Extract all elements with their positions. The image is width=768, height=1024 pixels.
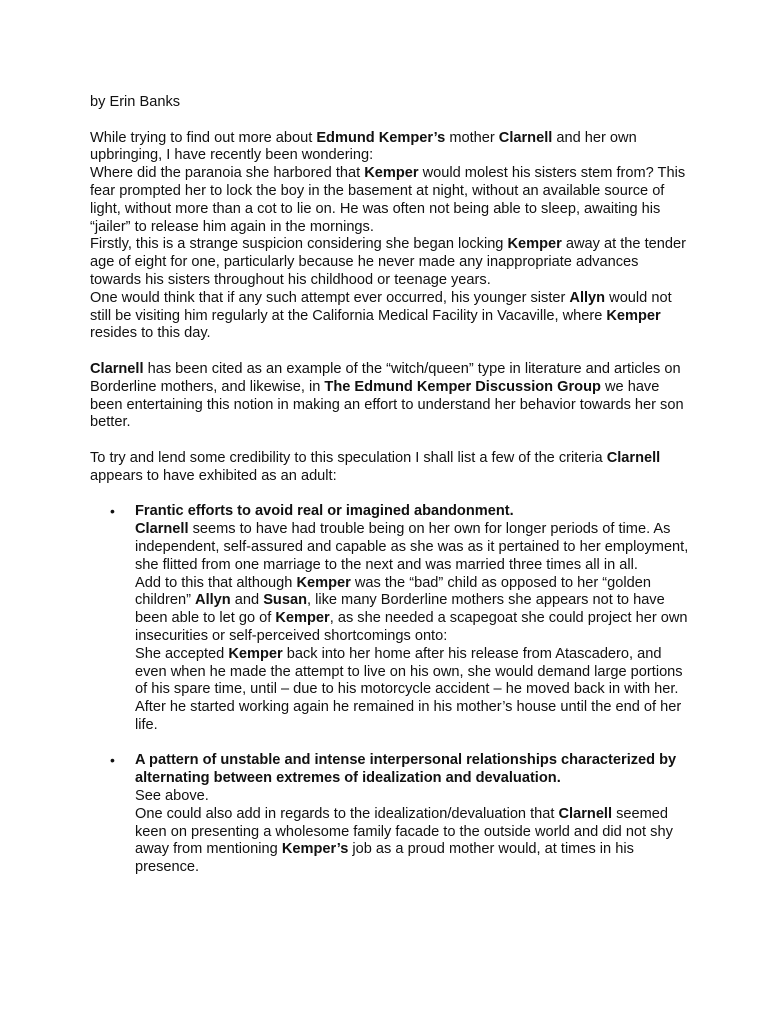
body-paragraphs xyxy=(90,130,690,504)
bold-text: Kemper xyxy=(296,574,351,591)
bold-text: Edmund Kemper’s xyxy=(316,129,446,146)
text-run: away at the tender age of eight for one, particularly because he never made any inappropriate advances towards his sisters throughout his childhood or teenage years. xyxy=(90,236,686,288)
criteria-text xyxy=(135,752,690,877)
paragraph xyxy=(90,450,690,486)
text-run: we have been entertaining this notion in making an effort to understand her behavior towards her son better. xyxy=(90,378,684,431)
criteria-item xyxy=(90,752,690,877)
bold-text: Clarnell xyxy=(558,805,613,822)
bold-text: A pattern of unstable and intense interpersonal relationships characterized by alternating between extremes of idealization and devaluation. xyxy=(135,752,677,787)
bold-text: Kemper’s xyxy=(281,841,349,858)
text-run: Firstly, this is a strange suspicion considering she began locking xyxy=(90,236,508,253)
bold-text: The Edmund Kemper Discussion Group xyxy=(324,378,601,395)
text-run: has been cited as an example of the “witch/queen” type in literature and articles on Borderline mothers, and likewise, in xyxy=(90,360,681,395)
text-run: would not still be visiting him regularly at the California Medical Facility in Vacaville, where xyxy=(90,289,672,324)
bold-text: Kemper xyxy=(606,307,661,324)
text-run: While trying to find out more about xyxy=(90,129,317,146)
criteria-item xyxy=(90,503,690,734)
bold-text: Kemper xyxy=(228,645,283,662)
text-run: was the “bad” child as opposed to her “golden children” xyxy=(135,574,651,609)
text-run: job as a proud mother would, at times in his presence. xyxy=(135,841,634,876)
text-run: , like many Borderline mothers she appears not to have been able to let go of xyxy=(135,592,665,627)
bold-text: Clarnell xyxy=(135,521,189,538)
text-run: resides to this day. xyxy=(90,325,211,342)
text-run: One could also add in regards to the idealization/devaluation that xyxy=(135,805,559,822)
bold-text: Clarnell xyxy=(90,360,144,377)
text-run: and her own upbringing, I have recently been wondering: xyxy=(90,129,637,164)
bold-text: Kemper xyxy=(275,610,330,627)
paragraph xyxy=(90,130,690,344)
bold-text: Frantic efforts to avoid real or imagined abandonment. xyxy=(135,503,514,520)
byline: by Erin Banks xyxy=(90,94,181,110)
bold-text: Allyn xyxy=(195,592,231,609)
text-run: , as she needed a scapegoat she could project her own insecurities or self-perceived shortcomings onto: xyxy=(135,610,688,644)
text-run: appears to have exhibited as an adult: xyxy=(90,467,337,484)
bullet-icon: • xyxy=(110,752,115,769)
text-run: Where did the paranoia she harbored that xyxy=(90,165,365,182)
text-run: After he started working again he remained in his mother’s house until the end of her life. xyxy=(135,699,682,733)
text-run: She accepted xyxy=(135,645,229,662)
text-run: back into her home after his release from Atascadero, and even when he made the attempt to live on his own, she would demand large portions of his spare time, until – due to his motorcycle accident – he moved back in with her. xyxy=(135,645,683,698)
bold-text: Clarnell xyxy=(498,129,553,146)
paragraph xyxy=(90,361,690,432)
criteria-list xyxy=(90,503,690,877)
bold-text: Allyn xyxy=(569,289,606,306)
bold-text: Kemper xyxy=(507,236,562,253)
document-page xyxy=(90,94,690,877)
text-run: One would think that if any such attempt ever occurred, his younger sister xyxy=(90,289,570,306)
bold-text: Kemper xyxy=(364,165,419,182)
bold-text: Susan xyxy=(263,592,307,609)
text-run: To try and lend some credibility to this speculation I shall list a few of the criteria xyxy=(90,449,607,466)
text-run: mother xyxy=(445,129,499,146)
text-run: would molest his sisters stem from? This fear prompted her to lock the boy in the basement at night, without an available source of light, without more than a cot to lie on. He was often not being able to sleep, awaiting his “jailer” to release him again in the mornings. xyxy=(90,165,686,235)
text-run: Add to this that although xyxy=(135,574,297,591)
criteria-text xyxy=(135,503,690,734)
bold-text: Clarnell xyxy=(606,449,661,466)
text-run: seemed keen on presenting a wholesome family facade to the outside world and did not shy away from mentioning xyxy=(135,805,673,858)
text-run: seems to have had trouble being on her own for longer periods of time. As independent, self-assured and capable as she was as it pertained to her employment, she flitted from one marriage to the next and was married three times all in all. xyxy=(135,521,689,573)
bullet-icon: • xyxy=(110,503,115,520)
text-run: and xyxy=(230,592,264,609)
text-run: See above. xyxy=(135,788,209,805)
